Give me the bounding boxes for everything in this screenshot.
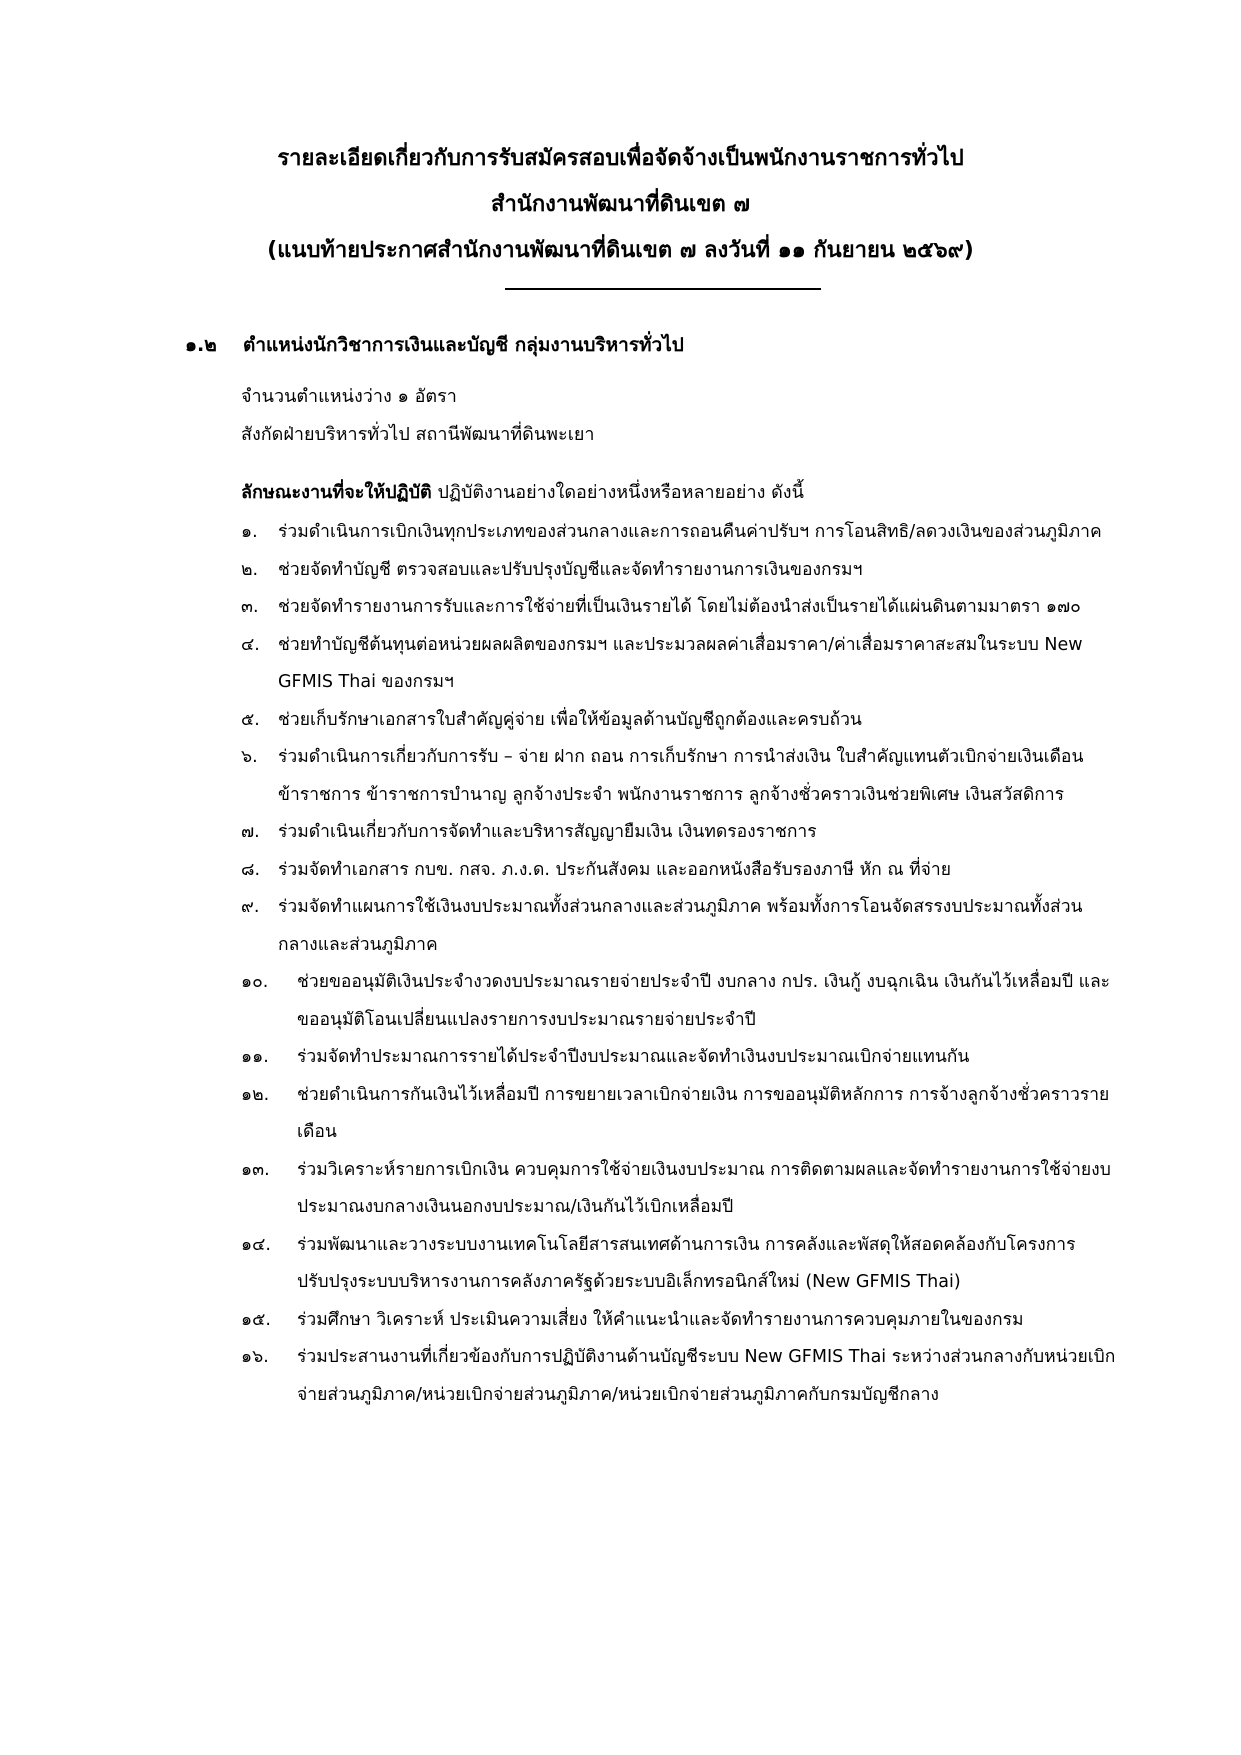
duties-list — [241, 514, 1121, 1414]
duty-item — [241, 739, 1121, 814]
duty-text: ร่วมดำเนินเกี่ยวกับการจัดทำและบริหารสัญญายืมเงิน เงินทดรองราชการ — [278, 822, 817, 842]
duty-item — [241, 702, 1121, 740]
duty-item — [241, 552, 1121, 590]
duty-number: ๑๓. — [241, 1159, 270, 1180]
duty-number: ๑๑. — [241, 1047, 269, 1067]
duty-text: ช่วยทำบัญชีต้นทุนต่อหน่วยผลผลิตของกรมฯ และประมวลผลค่าเสื่อมราคา/ค่าเสื่อมราคาสะสมในระบบ New GFMIS Thai ของกรมฯ — [278, 634, 1083, 692]
duty-number: ๘. — [241, 859, 261, 880]
duty-text: ช่วยขออนุมัติเงินประจำงวดงบประมาณรายจ่ายประจำปี งบกลาง กปร. เงินกู้ งบฉุกเฉิน เงินกันไว้เหลื่อมปี และขออนุมัติโอนเปลี่ยนแปลงรายการงบประมาณรายจ่ายประจำปี — [297, 972, 1111, 1030]
duty-text: ร่วมวิเคราะห์รายการเบิกเงิน ควบคุมการใช้จ่ายเงินงบประมาณ การติดตามผลและจัดทำรายงานการใช้จ่ายงบประมาณงบกลางเงินนอกงบประมาณ/เงินกันไว้เบิกเหลื่อมปี — [297, 1159, 1111, 1217]
duty-text: ร่วมศึกษา วิเคราะห์ ประเมินความเสี่ยง ให้คำแนะนำและจัดทำรายงานการควบคุมภายในของกรม — [297, 1309, 1024, 1330]
duty-text: ช่วยจัดทำบัญชี ตรวจสอบและปรับปรุงบัญชีและจัดทำรายงานการเงินของกรมฯ — [278, 559, 863, 580]
duty-text: ร่วมดำเนินการเบิกเงินทุกประเภทของส่วนกลางและการถอนคืนค่าปรับฯ การโอนสิทธิ/ลดวงเงินของส่วนภูมิภาค — [278, 522, 1102, 542]
header-title: รายละเอียดเกี่ยวกับการรับสมัครสอบเพื่อจัดจ้างเป็นพนักงานราชการทั่วไป — [277, 146, 964, 171]
duty-text: ร่วมดำเนินการเกี่ยวกับการรับ – จ่าย ฝาก ถอน การเก็บรักษา การนำส่งเงิน ใบสำคัญแทนตัวเบิกจ่ายเงินเดือนข้าราชการ ข้าราชการบำนาญ ลูกจ้างประจำ พนักงานราชการ ลูกจ้างชั่วคราวเงินช่วยพิเศษ เงินสวัสดิการ — [278, 747, 1084, 805]
duty-text: ช่วยเก็บรักษาเอกสารใบสำคัญคู่จ่าย เพื่อให้ข้อมูลด้านบัญชีถูกต้องและครบถ้วน — [278, 709, 862, 730]
duty-text: ช่วยดำเนินการกันเงินไว้เหลื่อมปี การขยายเวลาเบิกจ่ายเงิน การขออนุมัติหลักการ การจ้างลูกจ้างชั่วคราวรายเดือน — [297, 1084, 1110, 1142]
duty-number: ๒. — [241, 559, 259, 580]
duty-item — [241, 889, 1121, 964]
duty-item — [241, 852, 1121, 890]
duty-item — [241, 1302, 1121, 1340]
duty-number: ๑๕. — [241, 1309, 271, 1330]
duty-item — [241, 1339, 1121, 1414]
duty-number: ๔. — [241, 634, 260, 655]
duty-text: ร่วมพัฒนาและวางระบบงานเทคโนโลยีสารสนเทศด้านการเงิน การคลังและพัสดุให้สอดคล้องกับโครงการปรับปรุงระบบบริหารงานการคลังภาครัฐด้วยระบบอิเล็กทรอนิกส์ใหม่ (New GFMIS Thai) — [297, 1234, 1076, 1292]
duty-text: ร่วมจัดทำประมาณการรายได้ประจำปีงบประมาณและจัดทำเงินงบประมาณเบิกจ่ายแทนกัน — [297, 1047, 970, 1067]
section-title: ตำแหน่งนักวิชาการเงินและบัญชี กลุ่มงานบริหารทั่วไป — [243, 334, 684, 356]
duty-item — [241, 1227, 1121, 1302]
duty-item — [241, 627, 1121, 702]
duty-number: ๙. — [241, 897, 260, 917]
duty-number: ๗. — [241, 822, 260, 842]
duty-text: ร่วมจัดทำแผนการใช้เงินงบประมาณทั้งส่วนกลางและส่วนภูมิภาค พร้อมทั้งการโอนจัดสรรงบประมาณทั้งส่วนกลางและส่วนภูมิภาค — [278, 897, 1083, 955]
document-header — [0, 136, 1241, 274]
duty-item — [241, 589, 1121, 627]
duty-text: ร่วมประสานงานที่เกี่ยวข้องกับการปฏิบัติงานด้านบัญชีระบบ New GFMIS Thai ระหว่างส่วนกลางกับหน่วยเบิกจ่ายส่วนภูมิภาค/หน่วยเบิกจ่ายส่วนภูมิภาค/หน่วยเบิกจ่ายส่วนภูมิภาคกับกรมบัญชีกลาง — [297, 1347, 1116, 1405]
duty-text: ร่วมจัดทำเอกสาร กบข. กสจ. ภ.ง.ด. ประกันสังคม และออกหนังสือรับรองภาษี หัก ณ ที่จ่าย — [278, 859, 951, 880]
duty-number: ๕. — [241, 709, 260, 730]
duty-item — [241, 1077, 1121, 1152]
duty-number: ๑๒. — [241, 1084, 270, 1105]
vacancy-count: จำนวนตำแหน่งว่าง ๑ อัตรา — [241, 386, 457, 407]
duty-number: ๑๐. — [241, 972, 269, 992]
duty-item — [241, 1152, 1121, 1227]
duty-item — [241, 514, 1121, 552]
header-divider — [505, 288, 821, 290]
position-meta — [241, 378, 595, 454]
duties-intro — [241, 474, 804, 512]
duty-number: ๑. — [241, 522, 258, 542]
duty-item — [241, 814, 1121, 852]
duty-number: ๓. — [241, 597, 259, 617]
duty-number: ๑๖. — [241, 1347, 269, 1367]
duties-lead-rest: ปฏิบัติงานอย่างใดอย่างหนึ่งหรือหลายอย่าง ดังนี้ — [431, 482, 804, 503]
duty-number: ๖. — [241, 747, 258, 767]
duties-lead: ลักษณะงานที่จะให้ปฏิบัติ — [241, 482, 432, 503]
duty-text: ช่วยจัดทำรายงานการรับและการใช้จ่ายที่เป็นเงินรายได้ โดยไม่ต้องนำส่งเป็นรายได้แผ่นดินตามมาตรา ๑๗๐ — [278, 597, 1081, 617]
section-heading — [185, 328, 684, 362]
duty-number: ๑๔. — [241, 1234, 271, 1255]
affiliation: สังกัดฝ่ายบริหารทั่วไป สถานีพัฒนาที่ดินพะเยา — [241, 424, 595, 445]
section-number: ๑.๒ — [185, 334, 217, 356]
duty-item — [241, 964, 1121, 1039]
duty-item — [241, 1039, 1121, 1077]
header-office: สำนักงานพัฒนาที่ดินเขต ๗ — [491, 192, 750, 217]
header-attachment-note: (แนบท้ายประกาศสำนักงานพัฒนาที่ดินเขต ๗ ลงวันที่ ๑๑ กันยายน ๒๕๖๙) — [267, 238, 974, 263]
